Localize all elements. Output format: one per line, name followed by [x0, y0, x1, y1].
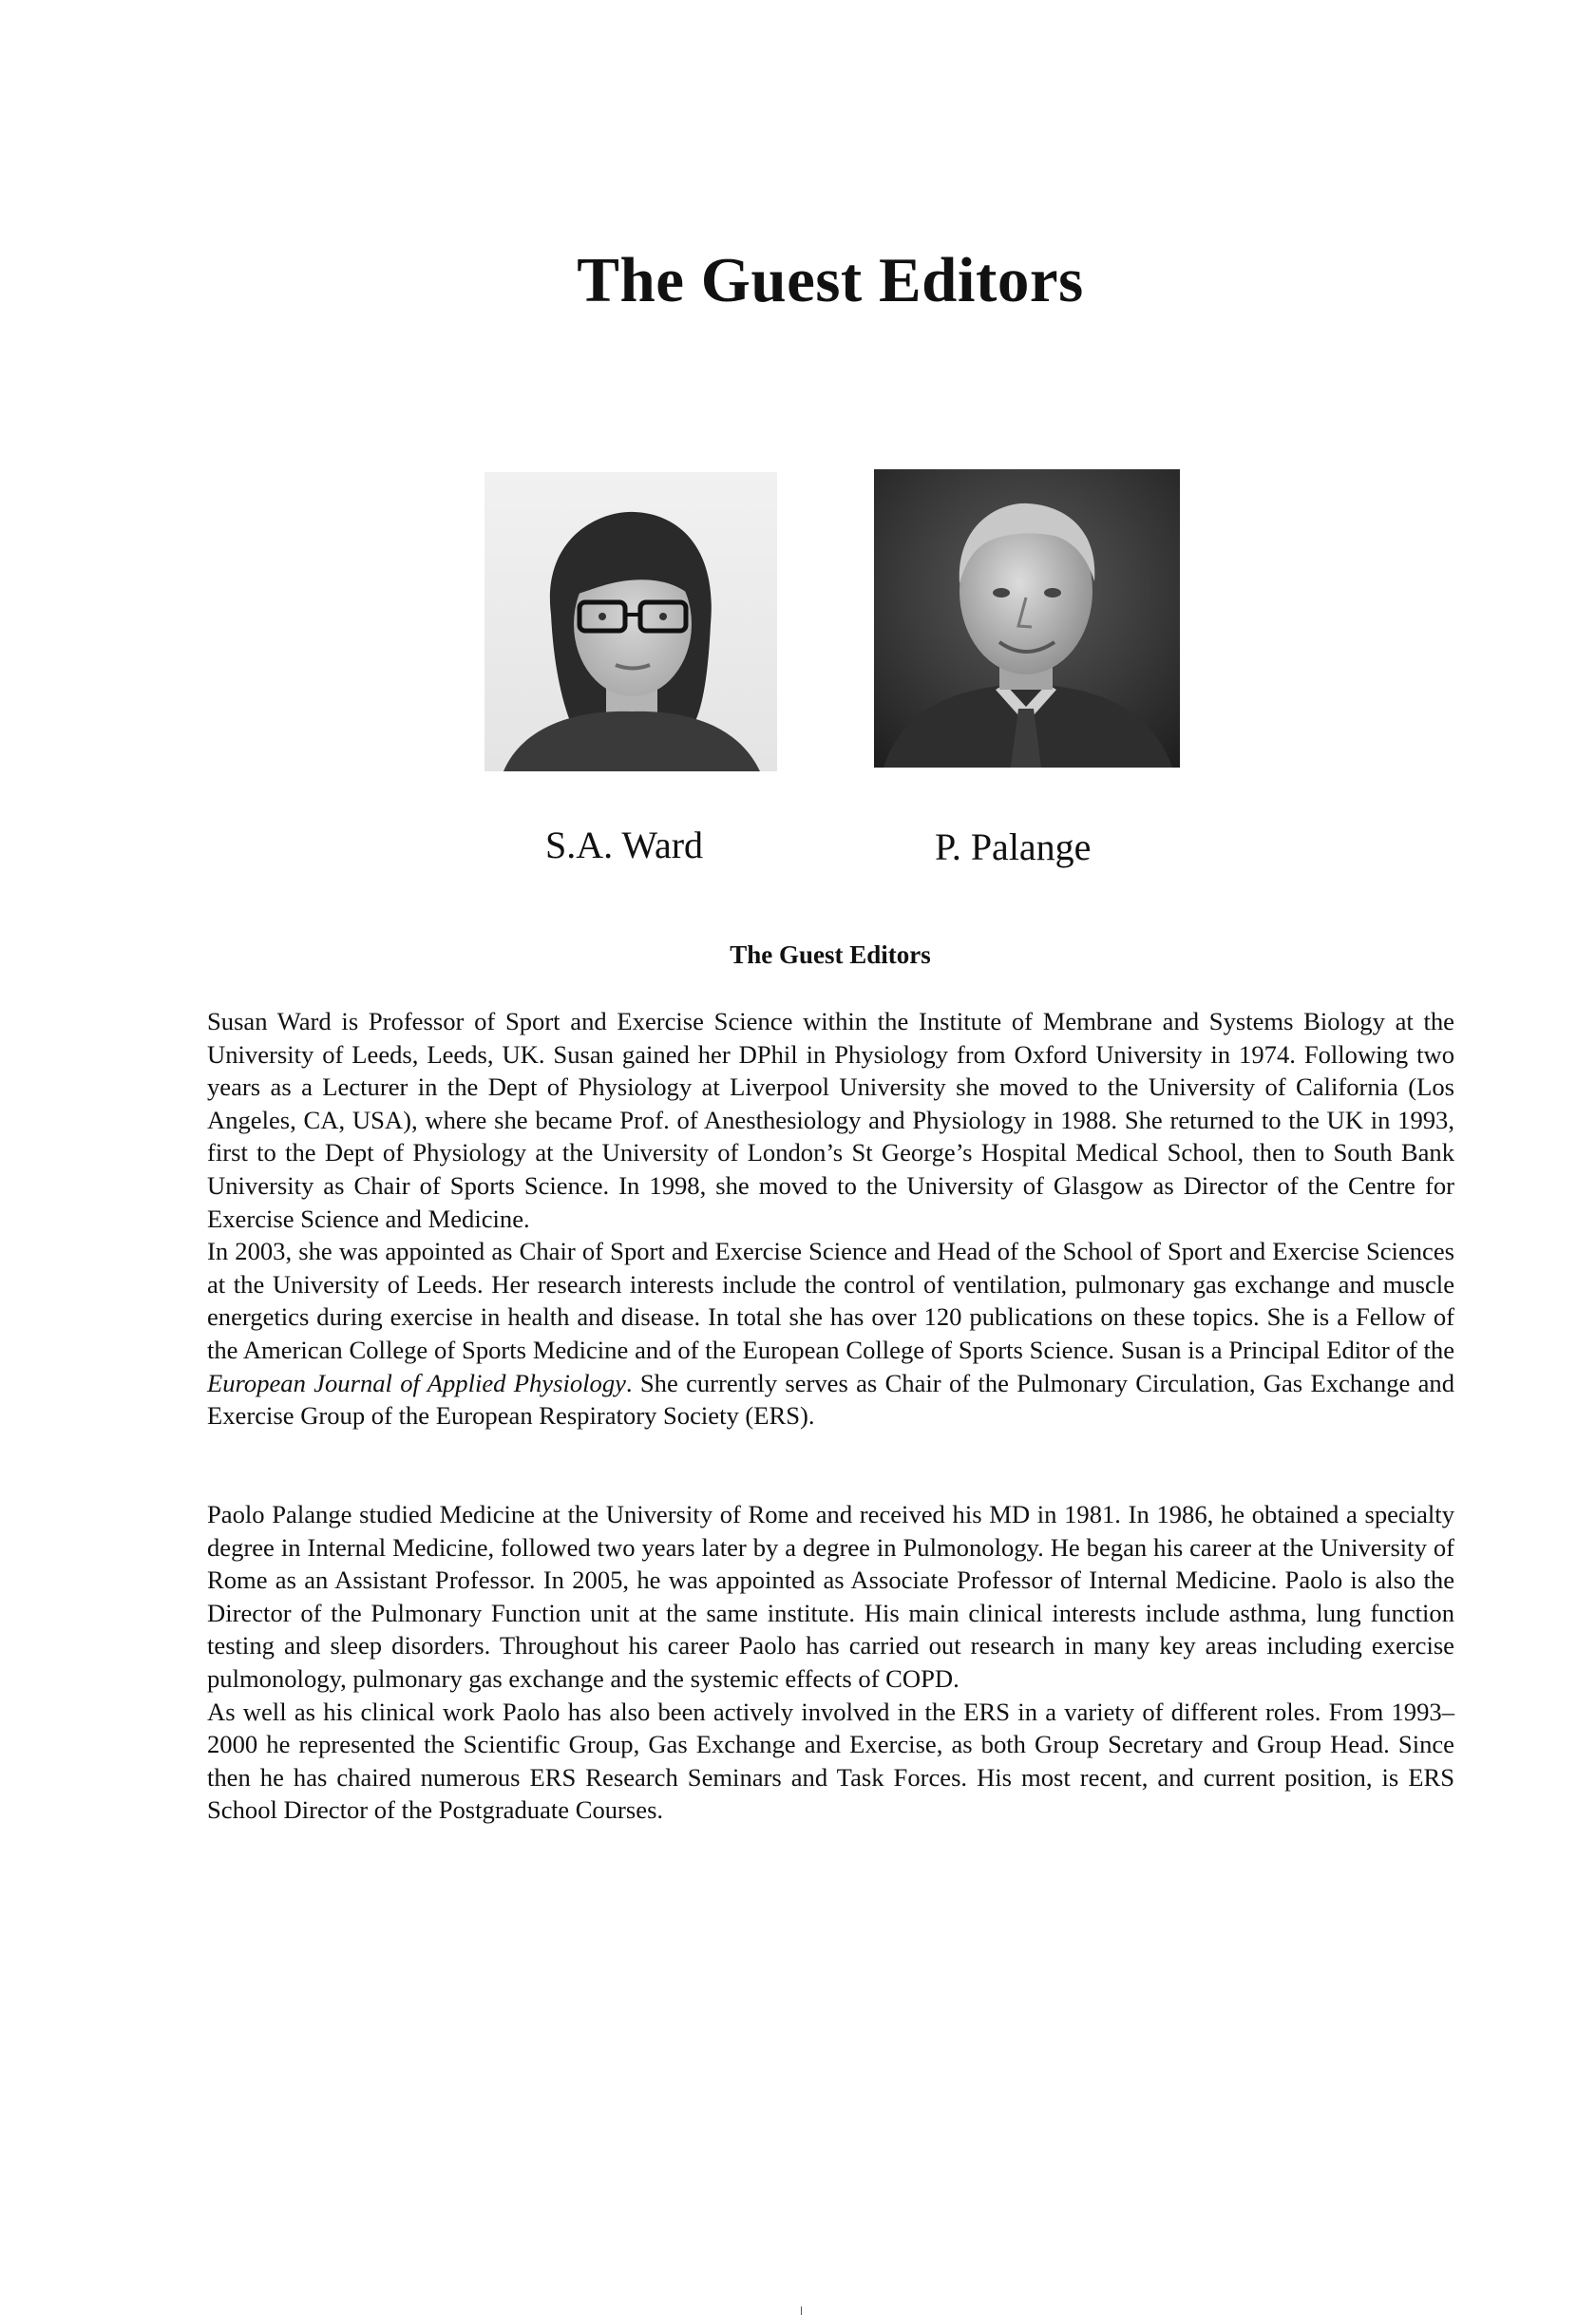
- ward-portrait-photo: [484, 472, 777, 771]
- ward-portrait-image: [484, 472, 777, 771]
- journal-title: European Journal of Applied Physiology: [207, 1368, 626, 1397]
- section-heading: The Guest Editors: [730, 940, 931, 969]
- bio-text: As well as his clinical work Paolo has also been actively involved in the ERS in a variety of different roles. From 1993–2000 he represented the Scientific Group, Gas Exchange and Exercise, as both Group Secretary and Group Head. Since then he has chaired numerous ERS Research Seminars and Task Forces. His most recent, and current position, is ERS School Director of the Postgraduate Courses.: [207, 1697, 1454, 1825]
- palange-biography: [207, 1498, 1454, 1827]
- ward-biography: [207, 1005, 1454, 1433]
- ward-bio-paragraph: [207, 1235, 1454, 1433]
- bio-text: In 2003, she was appointed as Chair of Sport and Exercise Science and Head of the School of Sport and Exercise Sciences at the University of Leeds. Her research interests include the control of ventilation, pulmonary gas exchange and muscle energetics during exercise in health and disease. In total she has over 120 publications on these topics. She is a Fellow of the American College of Sports Medicine and of the European College of Sports Science. Susan is a Principal Editor of the: [207, 1237, 1454, 1364]
- bio-text: Susan Ward is Professor of Sport and Exercise Science within the Institute of Membrane and Systems Biology at the University of Leeds, Leeds, UK. Susan gained her DPhil in Physiology from Oxford University in 1974. Following two years as a Lecturer in the Dept of Physiology at Liverpool University she moved to the University of California (Los Angeles, CA, USA), where she became Prof. of Anesthesiology and Physiology in 1988. She returned to the UK in 1993, first to the Dept of Physiology at the University of London’s St George’s Hospital Medical School, then to South Bank University as Chair of Sports Science. In 1998, she moved to the University of Glasgow as Director of the Centre for Exercise Science and Medicine.: [207, 1007, 1454, 1233]
- palange-bio-paragraph: [207, 1498, 1454, 1696]
- bio-text: . She currently serves as Chair of the Pulmonary Circulation, Gas Exchange and Exercise Group of the European Respiratory Society (ERS).: [207, 1368, 1454, 1431]
- page-edge-mark: [801, 2306, 802, 2315]
- palange-portrait-image: [874, 469, 1180, 768]
- ward-caption: S.A. Ward: [545, 824, 704, 866]
- palange-portrait-photo: [874, 469, 1180, 768]
- page-title: The Guest Editors: [577, 245, 1084, 315]
- palange-caption: P. Palange: [935, 825, 1092, 868]
- ward-bio-paragraph: [207, 1005, 1454, 1235]
- bio-text: Paolo Palange studied Medicine at the University of Rome and received his MD in 1981. In 1986, he obtained a specialty degree in Internal Medicine, followed two years later by a degree in Pulmonology. He began his career at the University of Rome as an Assistant Professor. In 2005, he was appointed as Associate Professor of Internal Medicine. Paolo is also the Director of the Pulmonary Function unit at the same institute. His main clinical interests include asthma, lung function testing and sleep disorders. Throughout his career Paolo has carried out research in many key areas including exercise pulmonology, pulmonary gas exchange and the systemic effects of COPD.: [207, 1500, 1454, 1693]
- palange-bio-paragraph: [207, 1696, 1454, 1827]
